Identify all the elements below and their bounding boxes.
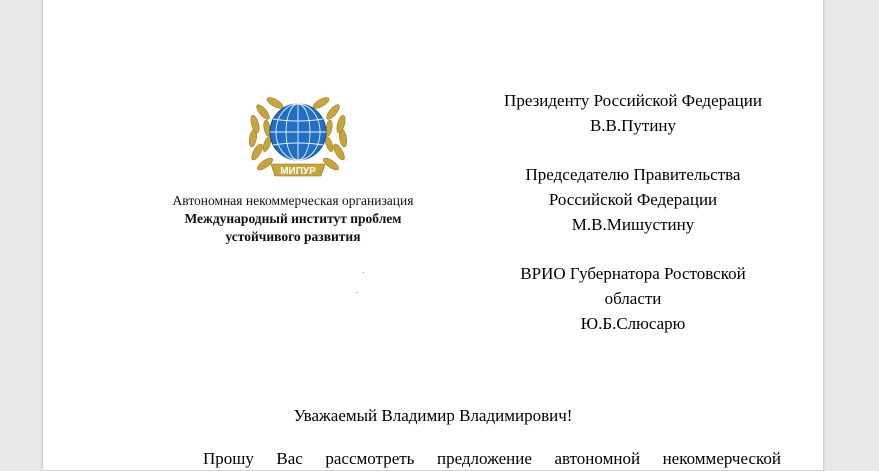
scan-speck <box>363 272 364 273</box>
addressee-line: В.В.Путину <box>589 116 677 135</box>
addressee-line: Председателю Правительства <box>525 165 741 184</box>
letter-greeting: Уважаемый Владимир Владимирович! <box>293 406 573 425</box>
organization-type: Автономная некоммерческая организация <box>172 193 414 208</box>
letter-body-first-line: Прошу Вас рассмотреть предложение автономной некоммерческой <box>203 449 781 468</box>
addressee-line: области <box>604 289 662 308</box>
logo-text: МИПУР <box>280 166 316 177</box>
addressee-prime-minister <box>463 162 803 237</box>
organization-header <box>153 192 433 246</box>
addressee-president <box>463 88 803 138</box>
addressee-line: М.В.Мишустину <box>571 215 695 234</box>
scan-speck <box>356 292 357 293</box>
organization-name-line-2: устойчивого развития <box>225 229 361 244</box>
addressee-governor <box>463 261 803 336</box>
addressee-line: Президенту Российской Федерации <box>504 91 762 110</box>
addressee-line: Ю.Б.Слюсарю <box>580 314 686 333</box>
addressee-line: ВРИО Губернатора Ростовской <box>520 264 746 283</box>
document-page <box>43 0 823 470</box>
organization-name-line-1: Международный институт проблем <box>184 211 402 226</box>
mipur-logo <box>243 92 353 184</box>
addressee-line: Российской Федерации <box>548 190 718 209</box>
